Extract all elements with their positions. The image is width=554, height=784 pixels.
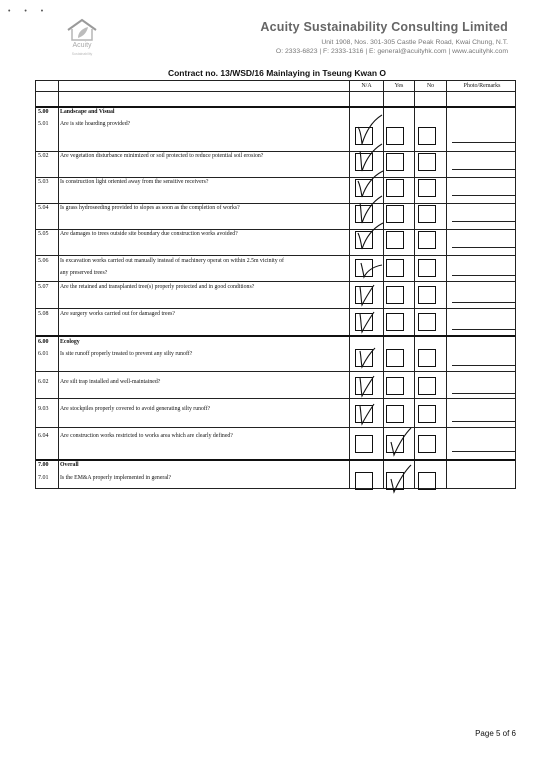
section-title: Ecology xyxy=(60,339,80,345)
remarks-line xyxy=(452,451,515,452)
checkbox-yes[interactable] xyxy=(386,405,404,423)
checkbox-yes[interactable] xyxy=(386,153,404,171)
checkbox-yes[interactable] xyxy=(386,313,404,331)
checkmark-icon xyxy=(356,308,384,336)
item-number: 5.07 xyxy=(38,284,49,290)
item-question: Are surgery works carried out for damaged trees? xyxy=(60,311,175,317)
checkbox-no[interactable] xyxy=(418,231,436,249)
checkmark-icon xyxy=(356,111,384,139)
item-question: Are construction works restricted to works area which are clearly defined? xyxy=(60,433,233,439)
company-name: Acuity Sustainability Consulting Limited xyxy=(260,20,508,34)
remarks-line xyxy=(452,247,515,248)
remarks-line xyxy=(452,488,515,489)
checkbox-no[interactable] xyxy=(418,377,436,395)
remarks-line xyxy=(452,142,515,143)
inspection-checklist-table xyxy=(35,80,516,489)
checkbox-no[interactable] xyxy=(418,127,436,145)
item-question-cont: any preserved trees? xyxy=(60,270,108,276)
checkmark-icon xyxy=(387,461,415,489)
item-question: Is grass hydroseeding provided to slopes as soon as the completion of works? xyxy=(60,205,240,211)
item-question: Are stockpiles properly covered to avoid generating silty runoff? xyxy=(60,406,211,412)
page-number: Page 5 of 6 xyxy=(475,729,516,738)
house-leaf-icon xyxy=(64,18,100,42)
checkbox-no[interactable] xyxy=(418,349,436,367)
checkmark-icon xyxy=(356,372,384,400)
checkbox-no[interactable] xyxy=(418,179,436,197)
checkmark-icon xyxy=(356,400,384,428)
col-header-na: N/A xyxy=(361,83,372,89)
logo-name: Acuity xyxy=(72,42,92,49)
item-number: 7.01 xyxy=(38,475,49,481)
checkbox-no[interactable] xyxy=(418,313,436,331)
checkbox-no[interactable] xyxy=(418,435,436,453)
remarks-line xyxy=(452,421,515,422)
item-question: Are damages to trees outside site boundary due construction works avoided? xyxy=(60,231,238,237)
item-question: Are is site hoarding provided? xyxy=(60,121,131,127)
col-header-remarks: Photo/Remarks xyxy=(463,83,501,89)
checkbox-no[interactable] xyxy=(418,286,436,304)
contract-title: Contract no. 13/WSD/16 Mainlaying in Tseung Kwan O xyxy=(167,68,387,78)
checkbox-yes[interactable] xyxy=(386,179,404,197)
item-number: 5.03 xyxy=(38,179,49,185)
remarks-line xyxy=(452,365,515,366)
item-question: Are silt trap installed and well-maintained? xyxy=(60,379,161,385)
scan-specks: • • • xyxy=(8,8,50,15)
checkbox-yes[interactable] xyxy=(386,231,404,249)
item-number: 6.02 xyxy=(38,379,49,385)
checkbox-no[interactable] xyxy=(418,205,436,223)
checkmark-icon xyxy=(356,343,384,371)
checkbox-na[interactable] xyxy=(355,435,373,453)
item-number: 5.02 xyxy=(38,153,49,159)
checkbox-no[interactable] xyxy=(418,472,436,490)
item-number: 5.01 xyxy=(38,121,49,127)
item-question: Are the retained and transplanted tree(s) properly protected and in good conditions? xyxy=(60,284,255,290)
item-question: Is excavation works carried out manually instead of machinery operat on within 2.5m vicinity of xyxy=(60,258,284,264)
item-question: Is construction light oriented away from the sensitive receivers? xyxy=(60,179,209,185)
logo-tagline: Sustainability xyxy=(71,52,93,56)
checkbox-na[interactable] xyxy=(355,472,373,490)
section-number: 7.00 xyxy=(38,462,49,468)
col-header-no: No xyxy=(426,83,435,89)
remarks-line xyxy=(452,393,515,394)
checkbox-no[interactable] xyxy=(418,259,436,277)
section-number: 5.00 xyxy=(38,109,49,115)
col-header-yes: Yes xyxy=(394,83,404,89)
checkmark-icon xyxy=(387,424,415,452)
checkmark-icon xyxy=(358,251,386,279)
company-block xyxy=(260,20,508,55)
item-number: 5.04 xyxy=(38,205,49,211)
checkbox-yes[interactable] xyxy=(386,259,404,277)
item-number: 5.05 xyxy=(38,231,49,237)
checkmark-icon xyxy=(356,281,384,309)
checkmark-icon xyxy=(356,193,384,221)
checkbox-yes[interactable] xyxy=(386,127,404,145)
item-number: 5.06 xyxy=(38,258,49,264)
checkmark-icon xyxy=(356,141,384,169)
checkbox-no[interactable] xyxy=(418,405,436,423)
item-number: 5.08 xyxy=(38,311,49,317)
remarks-line xyxy=(452,329,515,330)
section-title: Landscape and Visual xyxy=(60,109,115,115)
checkbox-yes[interactable] xyxy=(386,377,404,395)
checkbox-yes[interactable] xyxy=(386,286,404,304)
section-number: 6.00 xyxy=(38,339,49,345)
company-contact: O: 2333-6823 | F: 2333-1316 | E: general@acuityhk.com | www.acuityhk.com xyxy=(275,48,508,55)
item-number: 6.01 xyxy=(38,351,49,357)
remarks-line xyxy=(452,275,515,276)
checkbox-no[interactable] xyxy=(418,153,436,171)
item-question: Are vegetation disturbance minimized or soil protected to reduce potential soil erosion? xyxy=(60,153,264,159)
item-number: 6.04 xyxy=(38,433,49,439)
checkmark-icon xyxy=(356,167,384,195)
remarks-line xyxy=(452,169,515,170)
item-number: 9.03 xyxy=(38,406,49,412)
remarks-line xyxy=(452,221,515,222)
item-question: Is the EM&A properly implemented in general? xyxy=(60,475,172,481)
remarks-line xyxy=(452,195,515,196)
section-title: Overall xyxy=(60,462,79,468)
checkbox-yes[interactable] xyxy=(386,205,404,223)
checkbox-yes[interactable] xyxy=(386,349,404,367)
company-logo xyxy=(58,18,106,60)
item-question: Is site runoff properly treated to prevent any silty runoff? xyxy=(60,351,193,357)
remarks-line xyxy=(452,302,515,303)
company-address: Unit 1908, Nos. 301-305 Castle Peak Road, Kwai Chung, N.T. xyxy=(321,39,508,46)
checkmark-icon xyxy=(356,219,384,247)
